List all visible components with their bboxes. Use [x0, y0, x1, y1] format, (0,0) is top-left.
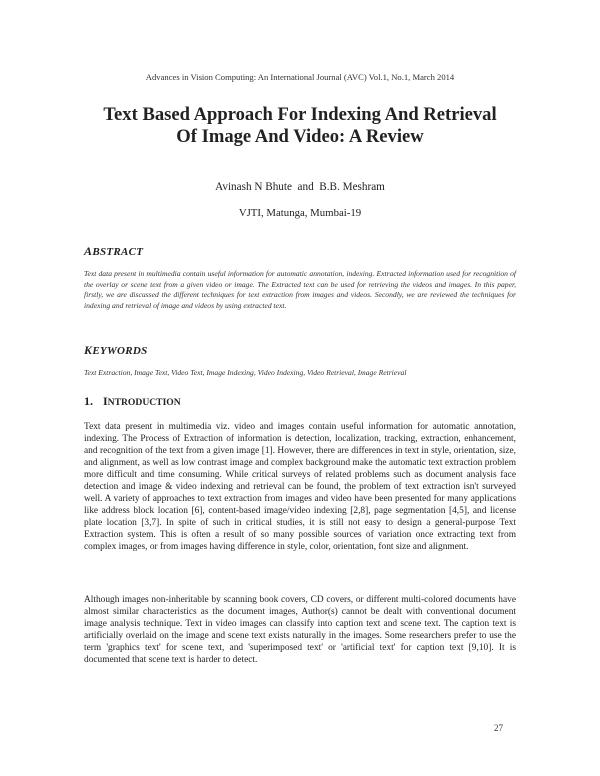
- affiliation: VJTI, Matunga, Mumbai-19: [238, 207, 362, 219]
- abstract-text: Text data present in multimedia contain useful information for automatic annotation, indexing. Extracted information used for recognition of the overlay or scene text from a given video or image. The Extracted text can be used for retrieving the videos and images. In this paper, firstly, we are discussed the different techniques for text extraction from images and videos. Secondly, we are reviewed the techniques for indexing and retrieval of image and videos by using extracted text.: [84, 269, 516, 311]
- running-head: Advances in Vision Computing: An International Journal (AVC) Vol.1, No.1, March 2014: [145, 72, 455, 82]
- keywords-text: Text Extraction, Image Text, Video Text, Image Indexing, Video Indexing, Video Retrieval, Image Retrieval: [84, 368, 407, 377]
- abstract-heading-rest: BSTRACT: [92, 246, 144, 258]
- abstract-heading: [84, 244, 143, 259]
- title-line-2: Of Image And Video: A Review: [176, 126, 424, 147]
- intro-paragraph-2: Although images non-inheritable by scanning book covers, CD covers, or different multi-colored documents have almost similar characteristics as the document images, Author(s) cannot be dealt with conventional document image analysis technique. Text in video images can classify into caption text and scene text. The caption text is artificially overlaid on the image and scene text exists naturally in the images. Some researchers prefer to use the term 'graphics text' for scene text, and 'superimposed text' or 'artificial text' for caption text [9,10]. It is documented that scene text is harder to detect.: [84, 595, 516, 665]
- keywords-heading-rest: EYWORDS: [92, 345, 148, 357]
- title-line-1: Text Based Approach For Indexing And Retrieval: [103, 104, 497, 125]
- introduction-heading: [84, 394, 181, 409]
- intro-paragraph-1: Text data present in multimedia viz. video and images contain useful information for automatic annotation, indexing. The Process of Extraction of information is detection, localization, tracking, extraction, enhancement, and recognition of the text from a given image [1]. However, there are differences in text in style, orientation, size, and alignment, as well as low contrast image and complex background make the automatic text extraction problem more difficult and time consuming. While critical surveys of related problems such as document analysis face detection and image & video indexing and retrieval can be found, the problem of text extraction isn't surveyed well. A variety of approaches to text extraction from images and video have been presented for many applications like address block location [6], content-based image/video indexing [2,8], page segmentation [4,5], and license plate location [3,7]. In spite of such in critical studies, it is still not easy to design a general-purpose Text Extraction system. This is often a result of so many possible sources of variation once extracting text from complex images, or from images having difference in style, color, orientation, font size and alignment.: [84, 422, 516, 552]
- introduction-heading-rest: NTRODUCTION: [107, 397, 181, 408]
- keywords-heading: [84, 343, 148, 358]
- keywords-heading-initial: K: [84, 343, 93, 357]
- section-number: 1.: [84, 394, 93, 408]
- authors: Avinash N Bhute and B.B. Meshram: [215, 181, 385, 193]
- introduction-heading-initial: I: [103, 394, 108, 408]
- abstract-heading-initial: A: [84, 244, 93, 258]
- page-number: 27: [494, 723, 503, 733]
- paper-title: [40, 104, 560, 148]
